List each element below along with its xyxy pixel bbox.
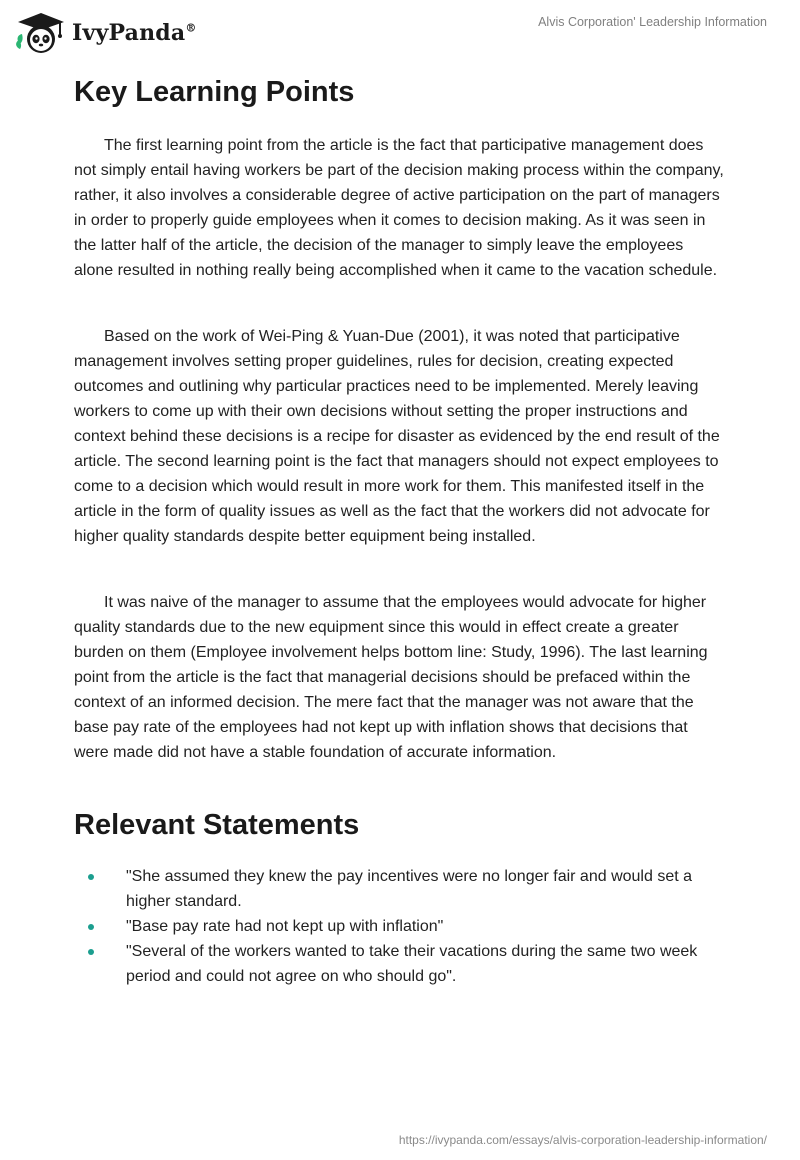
list-item-text: "Base pay rate had not kept up with inflation"	[126, 918, 444, 935]
statements-list	[74, 864, 734, 989]
list-item	[74, 864, 734, 914]
bullet-dot-icon	[88, 924, 94, 930]
list-item	[74, 914, 734, 939]
source-url-link[interactable]: https://ivypanda.com/essays/alvis-corporation-leadership-information/	[398, 1133, 767, 1147]
list-item-text: "Several of the workers wanted to take their vacations during the same two week period and could not agree on who should go".	[126, 943, 698, 985]
paragraph: Based on the work of Wei-Ping & Yuan-Due (2001), it was noted that participative management involves setting proper guidelines, rules for decision, creating expected outcomes and outlining why particular practices need to be implemented. Merely leaving workers to come up with their own decisions without setting the proper instructions and context behind these decisions is a recipe for disaster as evidenced by the end result of the article. The second learning point is the fact that managers should not expect employees to come to a decision which would result in more work for them. This manifested itself in the article in the form of quality issues as well as the fact that the workers did not advocate for higher quality standards despite better equipment being installed.	[74, 328, 720, 545]
brand-name: IvyPanda®	[72, 20, 197, 46]
page-header	[0, 0, 800, 60]
section-heading-relevant-statements: Relevant Statements	[74, 809, 360, 841]
brand-logo[interactable]	[14, 8, 197, 56]
paragraph: The first learning point from the article is the fact that participative management does not simply entail having workers be part of the decision making process within the company, rather, it also involves a considerable degree of active participation on the part of managers in order to properly guide employees when it comes to decision making. As it was seen in the latter half of the article, the decision of the manager to simply leave the employees alone resulted in nothing really being accomplished when it came to the vacation schedule.	[74, 137, 724, 279]
panda-graduation-cap-icon	[14, 8, 68, 56]
bullet-dot-icon	[88, 949, 94, 955]
document-title: Alvis Corporation' Leadership Information	[538, 15, 767, 29]
list-item	[74, 939, 734, 989]
bullet-dot-icon	[88, 874, 94, 880]
section-heading-key-learning-points: Key Learning Points	[74, 76, 355, 108]
paragraph: It was naive of the manager to assume that the employees would advocate for higher quality standards due to the new equipment since this would in effect create a greater burden on them (Employee involvement helps bottom line: Study, 1996). The last learning point from the article is the fact that managerial decisions should be prefaced within the context of an informed decision. The mere fact that the manager was not aware that the base pay rate of the employees had not kept up with inflation shows that decisions that were made did not have a stable foundation of accurate information.	[74, 594, 708, 761]
list-item-text: "She assumed they knew the pay incentives were no longer fair and would set a higher standard.	[126, 868, 693, 910]
